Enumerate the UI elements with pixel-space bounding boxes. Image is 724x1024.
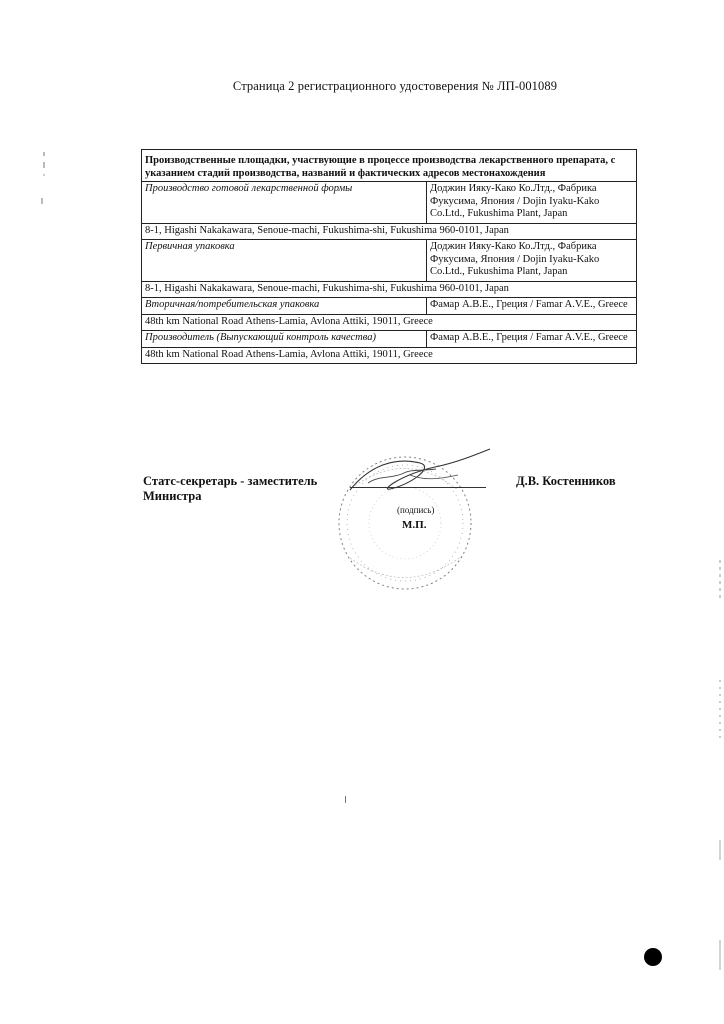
company-cell: Фамар А.В.Е., Греция / Famar A.V.E., Greece — [427, 331, 637, 348]
table-heading: Производственные площадки, участвующие в процессе производства лекарственного препарата, с указанием стадий производства, названий и фактических адресов местонахождения — [142, 150, 637, 182]
table-row — [142, 298, 637, 315]
company-cell: Доджин Ияку-Како Ко.Лтд., Фабрика Фукусима, Япония / Dojin Iyaku-Kako Co.Ltd., Fukushima Plant, Japan — [427, 182, 637, 224]
table-row — [142, 182, 637, 224]
stage-cell: Вторичная/потребительская упаковка — [142, 298, 427, 315]
scan-mark — [345, 796, 346, 803]
address-cell: 8-1, Higashi Nakakawara, Senoue-machi, Fukushima-shi, Fukushima 960-0101, Japan — [142, 223, 637, 240]
signatory-name: Д.В. Костенников — [516, 474, 616, 488]
margin-marks — [38, 150, 50, 215]
punch-hole-mark — [644, 948, 662, 966]
table-row — [142, 331, 637, 348]
address-cell: 48th km National Road Athens-Lamia, Avlona Attiki, 19011, Greece — [142, 347, 637, 364]
company-cell: Фамар А.В.Е., Греция / Famar A.V.E., Greece — [427, 298, 637, 315]
stage-cell: Производитель (Выпускающий контроль качества) — [142, 331, 427, 348]
signatory-title-line1: Статс-секретарь - заместитель — [143, 474, 318, 488]
address-cell: 48th km National Road Athens-Lamia, Avlona Attiki, 19011, Greece — [142, 314, 637, 331]
stage-cell: Производство готовой лекарственной формы — [142, 182, 427, 224]
address-cell: 8-1, Higashi Nakakawara, Senoue-machi, Fukushima-shi, Fukushima 960-0101, Japan — [142, 281, 637, 298]
page-header: Страница 2 регистрационного удостоверения № ЛП-001089 — [232, 79, 558, 93]
address-row — [142, 314, 637, 331]
company-cell: Доджин Ияку-Како Ко.Лтд., Фабрика Фукусима, Япония / Dojin Iyaku-Kako Co.Ltd., Fukushima Plant, Japan — [427, 240, 637, 282]
stage-cell: Первичная упаковка — [142, 240, 427, 282]
production-sites-table — [141, 149, 637, 364]
address-row — [142, 281, 637, 298]
address-row — [142, 347, 637, 364]
signature-line — [350, 487, 486, 488]
address-row — [142, 223, 637, 240]
signatory-title-line2: Министра — [143, 489, 202, 503]
signature-caption: (подпись) — [397, 505, 435, 515]
edge-marks — [716, 560, 724, 985]
table-row — [142, 240, 637, 282]
table-heading-row — [142, 150, 637, 182]
stamp-mark: М.П. — [402, 519, 427, 531]
signatory-title — [143, 474, 317, 504]
